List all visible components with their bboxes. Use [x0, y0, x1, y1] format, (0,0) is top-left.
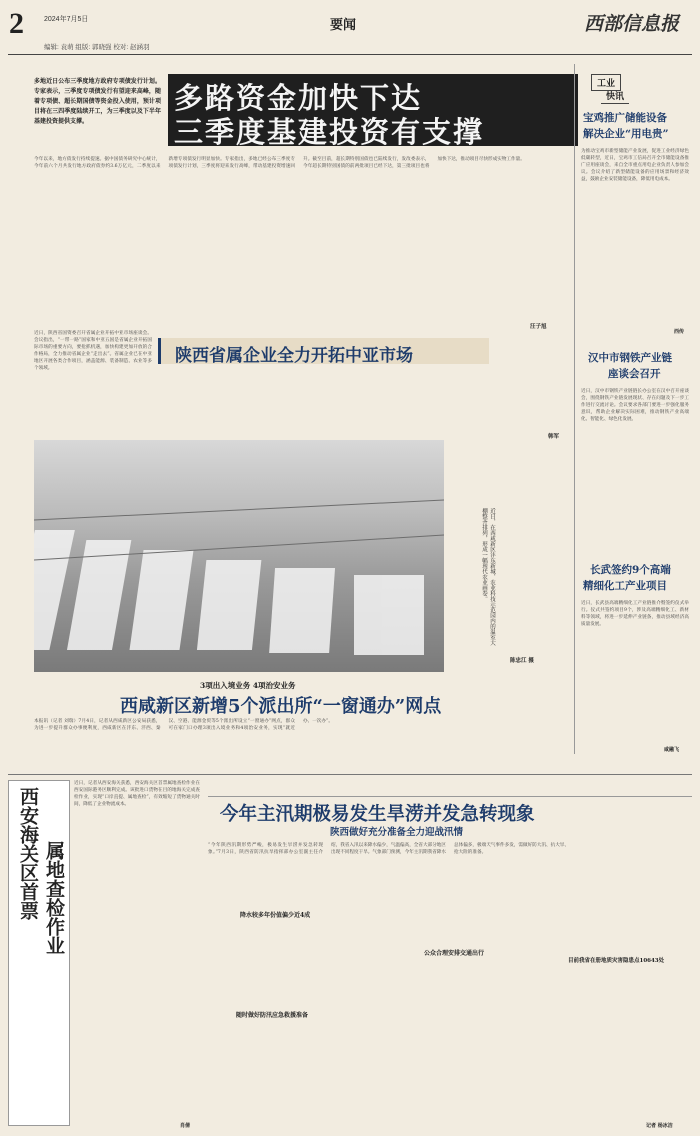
- flood-section-d: 目前我省在册地质灾害隐患点10643处: [568, 958, 665, 964]
- photo-rows-graphic: [34, 440, 444, 672]
- flood-section-c: 公众合理安排交通出行: [424, 950, 485, 957]
- market-headline-box: [158, 338, 489, 364]
- masthead: [0, 0, 700, 58]
- flood-headline: 今年主汛期极易发生旱涝并发急转现象: [220, 804, 535, 825]
- flood-byline: 记者 杨冰洁: [646, 1123, 673, 1129]
- page-number: 2: [9, 7, 24, 40]
- flood-section-a: 降水较多年份值偏少近4成: [240, 912, 311, 919]
- feature-title-box: [8, 780, 70, 1126]
- sidebar: [578, 70, 692, 756]
- flood-section-b: 随时做好防汛应急救援准备: [236, 1012, 309, 1019]
- section-name: 要闻: [330, 18, 357, 33]
- sidebar-item2-title-2: 座谈会召开: [608, 368, 661, 380]
- flood-subhead: 陕西做好充分准备全力迎战汛情: [330, 827, 464, 838]
- sidebar-item2-body: 近日，汉中市钢铁产业链链长办公室在汉中召开座谈会，围绕钢铁产业链发展现状、存在问题及下一步工作进行交流讨论。会议要求各部门要进一步强化服务意识，帮助企业解决实际困难，推动钢铁产业高端化、智能化、绿色化发展。: [581, 389, 689, 422]
- sidebar-item3-byline: 咸融飞: [664, 747, 680, 753]
- sidebar-tag-top: 工业: [591, 74, 621, 91]
- sidebar-item3-title-2: 精细化工产业项目: [583, 580, 667, 592]
- sidebar-item1-title-2: 解决企业“用电贵”: [583, 128, 669, 140]
- flood-body: “今年陕西汛期形势严峻，极易发生旱涝并发急转现象。”7月3日，陕西省防汛抗旱指挥部办公室副主任介绍，我省入汛以来降水偏少，气温偏高，全省大部分地区出现不同程度干旱。气象部门预测，今年主汛期我省降水总体偏多，极端天气事件多发，需做好防大汛、抗大旱、抢大险的准备。: [208, 843, 569, 855]
- xixian-headline: 西咸新区新增5个派出所“一窗通办”网点: [120, 696, 442, 717]
- paper-name: 西部信息报: [584, 13, 680, 35]
- sidebar-item3-title-1: 长武签约9个高端: [590, 564, 671, 576]
- market-body: 近日，陕西省国资委召开省属企业开拓中亚市场座谈会。会议指出，“一带一路”国家和中亚五国是省属企业开拓国际市场的重要方向，要抢抓机遇，加快构建更加开放的合作格局，全力推动省属企业“走出去”。省属企业已在中亚地区开展各类合作项目，涵盖能源、装备制造、农业等多个领域。: [34, 331, 152, 371]
- feature-title-1: 西安海关区首票: [17, 787, 39, 920]
- feature-body: 近日，记者从西安海关获悉，西安海关区首票属地查检作业在西安国际港务区顺利完成。该批进口货物在目的地海关完成查检作业，实现“口岸直提、属地查检”，有效缩短了货物通关时间，降低了企业物流成本。: [74, 781, 200, 807]
- feature-byline: 肖倩: [180, 1123, 191, 1129]
- sidebar-divider: [574, 64, 575, 754]
- masthead-rule: [8, 54, 692, 55]
- lead-body: 今年以来，地方债发行持续提速。据中国债务研究中心统计，今年前六个月共发行地方政府债券约3.6万亿元，二季度以来新增专项债发行明显加快。专家指出，多地已经公布三季度专项债发行计划，三季度将迎来发行高峰，带动基建投资增速回升。截至目前，超长期特别国债也已陆续发行，发改委表示，今年超长期特别国债的前两批项目已经下达，第三批项目也将加快下达，推动项目尽快形成实物工作量。: [34, 157, 525, 169]
- lead-summary: 多地近日公布三季度地方政府专项债发行计划。专家表示，三季度专项债发行有望迎来高峰，随着专项债、超长期国债等资金投入使用，预计项目将在三四季度陆续开工，为三季度以及下半年基建投资提供支撑。: [34, 78, 161, 125]
- sidebar-item2-title-1: 汉中市钢铁产业链: [588, 352, 672, 364]
- xixian-body: 本报讯（记者 刘瑞）7月4日，记者从西咸新区公安局获悉，为进一步提升群众办事便利度，西咸新区在沣东、沣西、秦汉、空港、能源金贸等5个派出所设立“一窗通办”网点，群众可在家门口办理3项出入境业务和4项治安业务，实现“就近办、一次办”。: [34, 719, 333, 731]
- sidebar-item3-body: 近日，长武县高端精细化工产业链推介暨签约仪式举行。仪式共签约项目9个，涉及高端精细化工、新材料等领域，将进一步延伸产业链条，推动县域经济高质量发展。: [581, 601, 689, 627]
- lead-headline-box: [168, 74, 578, 149]
- sidebar-item1-body: 为推动宝鸡市新型储能产业发展，促进工业经济绿色低碳转型，近日，宝鸡市工信局召开全市储能设备推广应用座谈会，来自全市重点用电企业负责人参加会议。会议介绍了新型储能设备的应用场景和经济效益，鼓励企业安装储能设备，降低用电成本。: [581, 149, 689, 182]
- greenhouse-photo: [34, 440, 444, 672]
- lead-byline: 汪子旭: [530, 324, 547, 330]
- divider-flood-top: [208, 796, 692, 797]
- sidebar-item1-title-1: 宝鸡推广储能设备: [583, 112, 667, 124]
- sidebar-item1-byline: 西传: [674, 329, 685, 335]
- xixian-kicker: 3项出入境业务 4项治安业务: [200, 681, 296, 690]
- market-headline: 陕西省属企业全力开拓中亚市场: [175, 346, 413, 366]
- issue-date: 2024年7月5日: [44, 16, 89, 23]
- market-body-cont: [164, 372, 568, 428]
- lead-headline-1: 多路资金加快下达: [174, 81, 423, 115]
- photo-credit: 陈忠江 摄: [510, 658, 534, 664]
- divider-lower: [8, 774, 692, 775]
- market-byline: 韩军: [548, 434, 560, 440]
- photo-caption: 近日，在西咸新区沣东新城，农业科技示范园内的温室大棚整齐排列，形成一幅现代农业画卷。: [481, 508, 495, 646]
- lead-headline-2: 三季度基建投资有支撑: [174, 115, 485, 149]
- editors-line: 编辑: 袁萌 组版: 郭晓强 校对: 赵涵羽: [44, 44, 150, 51]
- feature-title-2: 属地查检作业: [43, 841, 65, 955]
- sidebar-tag-bottom: 快讯: [601, 88, 629, 104]
